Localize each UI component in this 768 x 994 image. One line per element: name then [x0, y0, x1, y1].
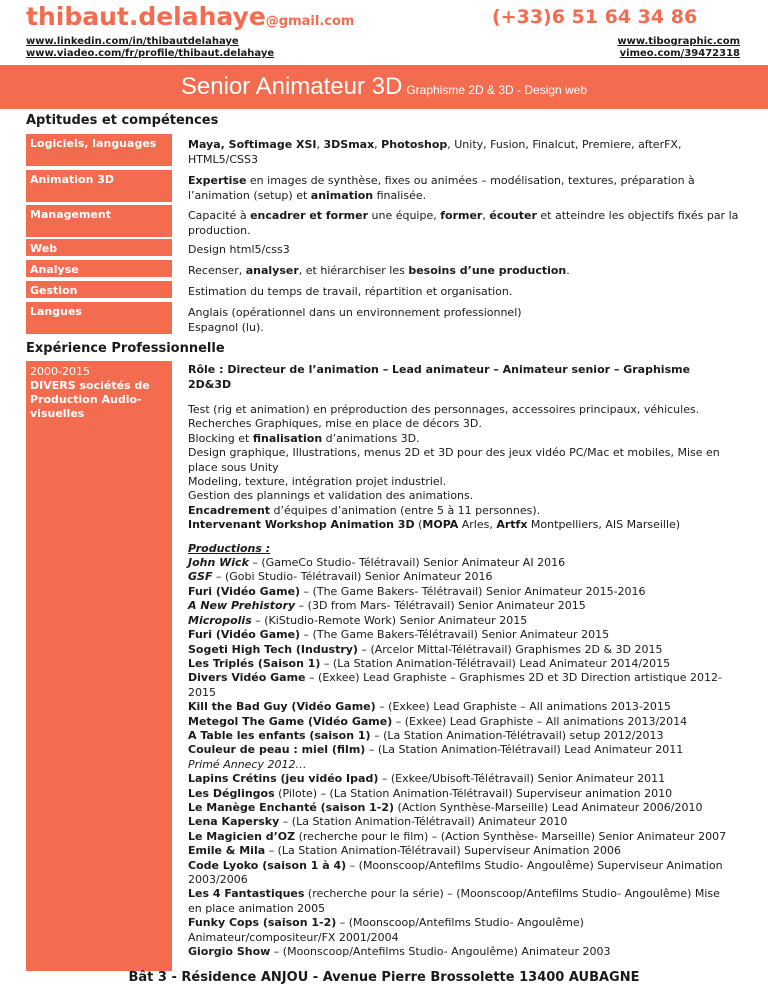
skill-label: Langues: [26, 302, 172, 334]
production-title: Les Déglingos: [188, 786, 275, 800]
skill-label: Web: [26, 239, 172, 256]
bold-text: MOPA: [422, 518, 459, 532]
productions-heading: Productions :: [188, 541, 271, 555]
production-detail: – (Exkee) Lead Graphiste – All animations 2013-2015: [375, 700, 671, 714]
production-item: [188, 916, 734, 945]
bold-text: Encadrement: [188, 503, 271, 517]
text: une équipe,: [368, 209, 441, 222]
footer-address: Bât 3 - Résidence ANJOU - Avenue Pierre Brossolette 13400 AUBAGNE: [128, 970, 640, 985]
production-detail: – (Exkee) Lead Graphiste – Graphismes 2D et 3D Direction artistique 2012-2015: [188, 671, 722, 699]
text: Test (rig et animation) en préproduction des personnages, accessoires principaux, véhicules.: [188, 403, 700, 416]
production-title: Furi (Vidéo Game): [188, 628, 301, 642]
bold-text: animation: [310, 189, 374, 202]
text: ,: [316, 138, 324, 151]
production-detail: – (La Station Animation-Télétravail) Lead Animateur 2011: [365, 743, 684, 757]
production-detail: – (Moonscoop/Antefilms Studio- Angoulême) Animateur/compositeur/FX 2001/2004: [188, 916, 584, 944]
portfolio-links-right: [617, 36, 740, 60]
production-item: [188, 815, 734, 829]
production-item: [188, 945, 734, 959]
text: Design graphique, Illustrations, menus 2D et 3D pour des jeux vidéo PC/Mac et mobiles, Mise en place sous Unity: [188, 446, 720, 474]
production-item: [188, 614, 734, 628]
production-item: [188, 887, 734, 916]
social-links-left: [26, 36, 274, 60]
task-line: [188, 475, 734, 489]
experience-years: 2000-2015: [30, 365, 90, 378]
text: d’équipes d’animation (entre 5 à 11 personnes).: [270, 503, 541, 517]
bold-text: besoins d’une production: [408, 264, 567, 277]
text: (: [414, 518, 423, 532]
text: Estimation du temps de travail, répartition et organisation.: [188, 285, 513, 298]
production-detail: (recherche pour le film) – (Action Synthèse- Marseille) Senior Animateur 2007: [295, 829, 727, 843]
bold-text: Softimage XSI: [228, 138, 317, 151]
production-title: Kill the Bad Guy (Vidéo Game): [188, 700, 376, 714]
job-subtitle: Graphisme 2D & 3D - Design web: [406, 83, 588, 97]
production-item: [188, 556, 734, 570]
text: Design html5/css3: [188, 243, 290, 256]
production-title: A New Prehistory: [188, 599, 296, 613]
production-title: Lapins Crétins (jeu vidéo Ipad): [188, 772, 379, 786]
experience-tasks: [188, 403, 734, 533]
skill-row-languages: [26, 302, 742, 334]
experience-content: [188, 362, 734, 959]
skill-content: [188, 284, 742, 299]
job-title: Senior Animateur 3D: [180, 73, 403, 100]
production-item: [188, 772, 734, 786]
text: , et hiérarchiser les: [298, 264, 409, 277]
production-title: Les 4 Fantastiques: [188, 887, 305, 901]
production-item: [188, 743, 734, 757]
task-line: [188, 417, 734, 431]
production-detail: – (Exkee) Lead Graphiste – All animations 2013/2014: [392, 714, 688, 728]
production-title: A Table les enfants (saison 1): [188, 728, 371, 742]
skill-label: Management: [26, 205, 172, 237]
text: Capacité à: [188, 209, 251, 222]
candidate-email-name: [26, 2, 354, 31]
text: en images de synthèse, fixes ou animées – modélisation, textures, préparation à l’animation (setup) et: [188, 174, 695, 202]
production-title: Le Manège Enchanté (saison 1-2): [188, 800, 395, 814]
production-item: [188, 700, 734, 714]
text: ,: [482, 209, 490, 222]
production-detail: – (La Station Animation-Télétravail) Lead Animateur 2014/2015: [320, 656, 671, 670]
text: Recherches Graphiques, mise en place de décors 3D.: [188, 417, 482, 431]
skill-row-software: [26, 134, 742, 166]
viadeo-link[interactable]: www.viadeo.com/fr/profile/thibaut.delahaye: [26, 48, 275, 59]
bold-text: finalisation: [252, 431, 323, 445]
production-title: Funky Cops (saison 1-2): [188, 916, 337, 930]
bold-text: analyser: [245, 264, 299, 277]
production-item: [188, 570, 734, 584]
cv-header: [0, 0, 768, 64]
production-item: [188, 599, 734, 613]
experience-label: [26, 361, 172, 971]
bold-text: 3DSmax: [323, 138, 375, 151]
text: Recenser,: [188, 264, 246, 277]
text: Montpelliers, AIS Marseille): [527, 518, 681, 532]
text: Anglais (opérationnel dans un environnement professionnel) Espagnol (lu).: [188, 306, 522, 334]
production-title: Les Triplés (Saison 1): [188, 656, 321, 670]
production-detail: – (La Station Animation-Télétravail) Superviseur Animation 2006: [265, 844, 621, 858]
email-user: thibaut.delahaye: [26, 2, 266, 31]
linkedin-link[interactable]: www.linkedin.com/in/thibautdelahaye: [26, 36, 239, 47]
text: d’animations 3D.: [322, 431, 420, 445]
production-item: [188, 643, 734, 657]
production-item: [188, 844, 734, 858]
vimeo-link[interactable]: vimeo.com/39472318: [619, 48, 740, 59]
bold-text: Intervenant Workshop Animation 3D: [188, 518, 415, 532]
production-detail: – (Exkee/Ubisoft-Télétravail) Senior Animateur 2011: [378, 772, 666, 786]
experience-heading: Expérience Professionnelle: [26, 341, 225, 356]
production-detail: (recherche pour la série) – (Moonscoop/Antefilms Studio- Angoulême) Mise en place animation 2005: [188, 887, 720, 915]
production-item: [188, 830, 734, 844]
production-title: GSF: [188, 570, 213, 584]
production-detail: (Action Synthèse-Marseille) Lead Animateur 2006/2010: [394, 800, 703, 814]
production-detail: (Pilote) – (La Station Animation-Télétravail) Superviseur animation 2010: [274, 786, 673, 800]
production-detail: – (Arcelor Mittal-Télétravail) Graphismes 2D & 3D 2015: [357, 642, 663, 656]
production-title: Couleur de peau : miel (film): [188, 743, 366, 757]
skill-row-analysis: [26, 260, 742, 277]
skill-row-web: [26, 239, 742, 256]
skill-row-management-time: [26, 281, 742, 298]
email-domain: @gmail.com: [265, 14, 355, 29]
production-detail: – (La Station Animation-Télétravail) Animateur 2010: [279, 815, 568, 829]
production-item: [188, 715, 734, 729]
production-detail: – (Gobi Studio- Télétravail) Senior Animateur 2016: [212, 570, 493, 584]
text: ,: [374, 138, 382, 151]
production-detail: – (The Game Bakers- Télétravail) Senior Animateur 2015-2016: [300, 584, 646, 598]
task-line: [188, 403, 734, 417]
skill-label: Analyse: [26, 260, 172, 277]
production-title: Metegol The Game (Vidéo Game): [188, 714, 393, 728]
skill-content: [188, 263, 742, 278]
skill-content: [188, 173, 742, 203]
task-line: [188, 432, 734, 446]
text: Gestion des plannings et validation des animations.: [188, 489, 474, 503]
skill-content: [188, 305, 742, 335]
bold-text: Artfx: [496, 518, 528, 532]
bold-text: écouter: [489, 209, 537, 222]
production-title: Sogeti High Tech (Industry): [188, 642, 358, 656]
production-title: Le Magicien d’OZ: [188, 829, 296, 843]
text: .: [566, 264, 570, 277]
bold-text: encadrer et former: [250, 209, 368, 222]
production-item: [188, 859, 734, 888]
text: Blocking et: [188, 431, 253, 445]
production-item: [188, 657, 734, 671]
production-title: Furi (Vidéo Game): [188, 584, 301, 598]
production-title: Code Lyoko (saison 1 à 4): [188, 858, 347, 872]
skills-heading: Aptitudes et compétences: [26, 113, 219, 128]
experience-company: DIVERS sociétés de Production Audio-visuelles: [30, 379, 150, 420]
text: finalisée.: [373, 189, 427, 202]
production-item: [188, 801, 734, 815]
productions-list: [188, 556, 734, 959]
production-detail: – (KiStudio-Remote Work) Senior Animateur 2015: [251, 613, 528, 627]
production-item: [188, 585, 734, 599]
production-title: John Wick: [188, 556, 249, 570]
text: et atteindre les objectifs fixés par la production.: [188, 209, 739, 237]
text: Arles,: [458, 518, 497, 532]
skill-content: [188, 137, 742, 167]
portfolio-link[interactable]: www.tibographic.com: [617, 36, 740, 47]
production-detail: – (Moonscoop/Antefilms Studio- Angoulême) Superviseur Animation 2003/2006: [188, 858, 723, 886]
bold-text: former: [440, 209, 483, 222]
production-title: Lena Kapersky: [188, 815, 280, 829]
bold-text: ,: [220, 138, 229, 151]
bold-text: Expertise: [188, 174, 247, 187]
production-detail: – (GameCo Studio- Télétravail) Senior Animateur AI 2016: [248, 556, 566, 570]
production-detail: – (La Station Animation-Télétravail) setup 2012/2013: [370, 728, 664, 742]
production-detail: – (3D from Mars- Télétravail) Senior Animateur 2015: [295, 599, 586, 613]
task-line: [188, 446, 734, 475]
production-title: Micropolis: [188, 613, 252, 627]
production-detail: – (The Game Bakers-Télétravail) Senior Animateur 2015: [300, 628, 610, 642]
production-item: [188, 671, 734, 700]
production-title: Emile & Mila: [188, 844, 266, 858]
phone-number: (+33)6 51 64 34 86: [492, 6, 698, 28]
job-title-banner: [0, 65, 768, 109]
bold-text: Maya: [188, 138, 221, 151]
production-detail: – (Moonscoop/Antefilms Studio- Angoulême) Animateur 2003: [270, 945, 611, 959]
task-line: [188, 518, 734, 532]
text: , Unity, Fusion, Finalcut, Premiere, afterFX, HTML5/CSS3: [188, 138, 682, 166]
production-title: Giorgio Show: [188, 945, 271, 959]
task-line: [188, 489, 734, 503]
experience-role: Rôle : Directeur de l’animation – Lead animateur – Animateur senior – Graphisme 2D&3D: [188, 363, 691, 391]
skill-label: Gestion: [26, 281, 172, 298]
skill-row-management: [26, 205, 742, 237]
production-title: Divers Vidéo Game: [188, 671, 306, 685]
production-item: [188, 729, 734, 743]
task-line: [188, 504, 734, 518]
skill-content: [188, 208, 742, 238]
skill-content: [188, 242, 742, 257]
skill-label: Logiciels, languages: [26, 134, 172, 166]
skill-label: Animation 3D: [26, 170, 172, 202]
bold-text: Photoshop: [381, 138, 448, 151]
production-item: [188, 628, 734, 642]
skill-row-animation: [26, 170, 742, 202]
production-note: Primé Annecy 2012…: [188, 757, 307, 771]
text: Modeling, texture, intégration projet industriel.: [188, 475, 447, 489]
production-item: [188, 787, 734, 801]
